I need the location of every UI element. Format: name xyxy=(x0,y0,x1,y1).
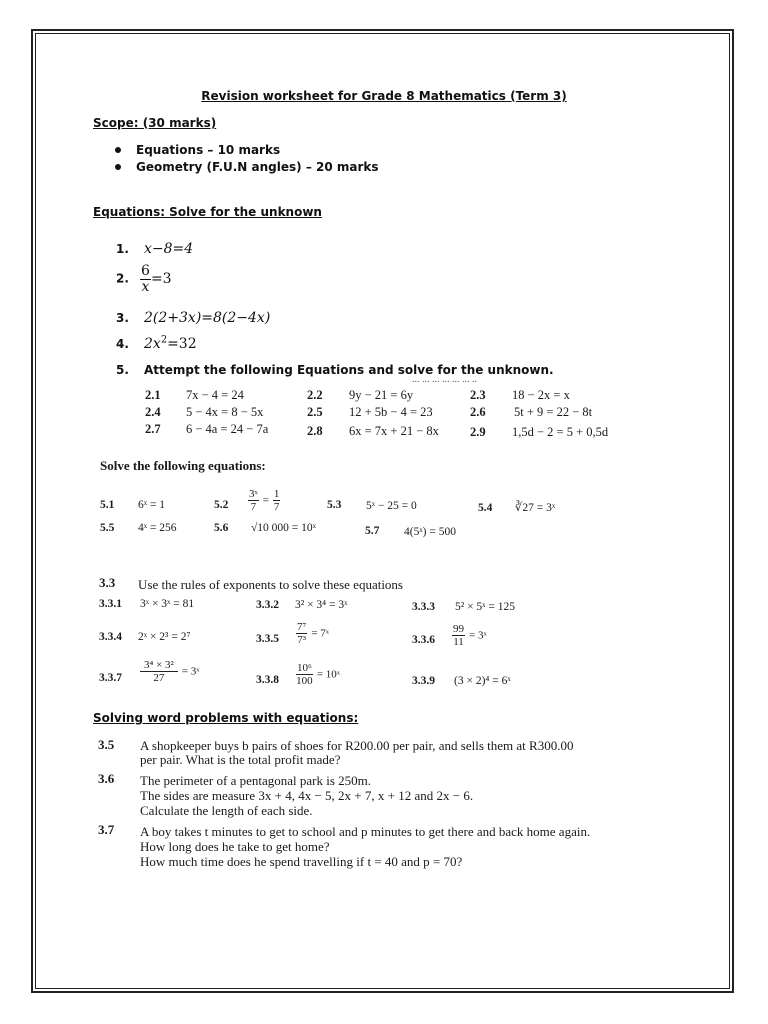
item-number: 2.5 xyxy=(307,405,323,419)
item-number: 5.7 xyxy=(365,525,380,537)
cut-off-text: ... ... ... ... ... ... .. xyxy=(412,374,477,385)
question-number: 3. xyxy=(116,311,129,325)
equation: 5 − 4x = 8 − 5x xyxy=(186,405,264,419)
section-heading: Use the rules of exponents to solve these equations xyxy=(138,577,403,592)
question-number: 4. xyxy=(116,337,129,351)
equation: 6x = 7x + 21 − 8x xyxy=(349,424,439,438)
scope-item: Equations – 10 marks xyxy=(115,143,280,157)
equation: 2ˣ × 2³ = 2⁷ xyxy=(138,631,191,643)
equation: 6 − 4a = 24 − 7a xyxy=(186,422,269,436)
section-heading: Solve the following equations: xyxy=(100,458,266,473)
word-problems-heading: Solving word problems with equations: xyxy=(93,711,359,725)
item-number: 3.6 xyxy=(98,771,115,786)
question-4 xyxy=(116,333,197,352)
equation: 4(5ˣ) = 500 xyxy=(404,526,456,538)
equation: x−8=4 xyxy=(144,241,194,257)
item-number: 3.3.2 xyxy=(256,599,279,611)
equation: $\frac{\text{3ˣ}}{7}$ = $\frac{1}{7}$ xyxy=(249,488,280,514)
equations-heading: Equations: Solve for the unknown xyxy=(93,205,322,219)
equation: $\frac{\text{10⁶}}{100}$ = 10ˣ xyxy=(296,662,340,688)
question-text: Attempt the following Equations and solve for the unknown. xyxy=(144,363,554,377)
equation: $\frac{\text{7⁷}}{\text{7³}}$ = 7ˣ xyxy=(297,621,329,647)
item-number: 3.3.4 xyxy=(99,631,122,643)
equation: 4ˣ = 256 xyxy=(138,522,177,534)
item-number: 5.1 xyxy=(100,499,115,511)
equation: 5² × 5ˣ = 125 xyxy=(455,601,515,613)
item-number: 3.5 xyxy=(98,737,115,752)
item-number: 3.3.9 xyxy=(412,675,435,687)
scope-item: Geometry (F.U.N angles) – 20 marks xyxy=(115,160,379,174)
equation: 2(2+3x)=8(2−4x) xyxy=(144,310,271,326)
equation: 5t + 9 = 22 − 8t xyxy=(514,405,593,419)
equation: 7x − 4 = 24 xyxy=(186,388,244,402)
item-number: 2.2 xyxy=(307,388,323,402)
question-1 xyxy=(116,238,193,257)
item-number: 3.3 xyxy=(99,575,116,590)
question-3 xyxy=(116,307,270,326)
item-number: 5.4 xyxy=(478,502,493,514)
equation: 1,5d − 2 = 5 + 0,5d xyxy=(512,425,609,439)
question-number: 2. xyxy=(116,271,129,286)
item-number: 5.5 xyxy=(100,522,115,534)
item-number: 5.6 xyxy=(214,522,229,534)
word-problem: A shopkeeper buys b pairs of shoes for R200.00 per pair, and sells them at R300.00 per pair. What is the total profit made? xyxy=(140,738,574,767)
equation: 18 − 2x = x xyxy=(512,388,570,402)
item-number: 2.8 xyxy=(307,424,323,438)
item-number: 2.3 xyxy=(470,388,486,402)
item-number: 2.1 xyxy=(145,388,161,402)
item-number: 3.3.6 xyxy=(412,634,435,646)
item-number: 2.6 xyxy=(470,405,486,419)
item-number: 3.3.1 xyxy=(99,598,122,610)
question-5 xyxy=(116,359,554,378)
item-number: 3.3.3 xyxy=(412,601,435,613)
item-number: 3.3.8 xyxy=(256,674,279,686)
item-number: 2.7 xyxy=(145,422,161,436)
word-problem: A boy takes t minutes to get to school and p minutes to get there and back home again. How long does he take to get home? How much time does he spend travelling if t = 40 and p = 70? xyxy=(140,824,591,869)
equation: 3² × 3⁴ = 3ˣ xyxy=(295,599,348,611)
equation: 5ˣ − 25 = 0 xyxy=(366,500,417,512)
item-number: 5.3 xyxy=(327,499,342,511)
equation: 6ˣ = 1 xyxy=(138,499,166,511)
bullet-icon xyxy=(115,147,121,153)
equation: $\frac{6}{x}$ =3 xyxy=(141,263,172,295)
equation: 12 + 5b − 4 = 23 xyxy=(349,405,433,419)
equation: 9y − 21 = 6y xyxy=(349,388,414,402)
word-problem: The perimeter of a pentagonal park is 250m. The sides are measure 3x + 4, 4x − 5, 2x + 7, x + 12 and 2x − 6. Calculate the length of each side. xyxy=(140,773,474,818)
item-number: 3.3.5 xyxy=(256,633,279,645)
item-number: 5.2 xyxy=(214,499,229,511)
item-number: 2.4 xyxy=(145,405,161,419)
item-number: 3.3.7 xyxy=(99,672,122,684)
equation: $\frac{\text{3⁴ × 3²}}{27}$ = 3ˣ xyxy=(140,659,199,684)
equation: √10 000 = 10ˣ xyxy=(251,522,316,534)
item-number: 3.7 xyxy=(98,822,115,837)
question-number: 1. xyxy=(116,242,129,256)
equation: $2x^2=32$ xyxy=(144,334,197,352)
equation: $\frac{99}{11}$ = 3ˣ xyxy=(453,623,487,649)
scope-heading: Scope: (30 marks) xyxy=(93,116,217,130)
item-number: 2.9 xyxy=(470,425,486,439)
equation: 3ˣ × 3ˣ = 81 xyxy=(140,598,195,610)
bullet-icon xyxy=(115,164,121,170)
equation: ∛27 = 3ˣ xyxy=(515,502,556,514)
question-2 xyxy=(116,264,172,294)
equation: (3 × 2)⁴ = 6ˣ xyxy=(454,675,511,687)
question-number: 5. xyxy=(116,363,129,377)
worksheet-title: Revision worksheet for Grade 8 Mathematics (Term 3) xyxy=(201,89,567,103)
